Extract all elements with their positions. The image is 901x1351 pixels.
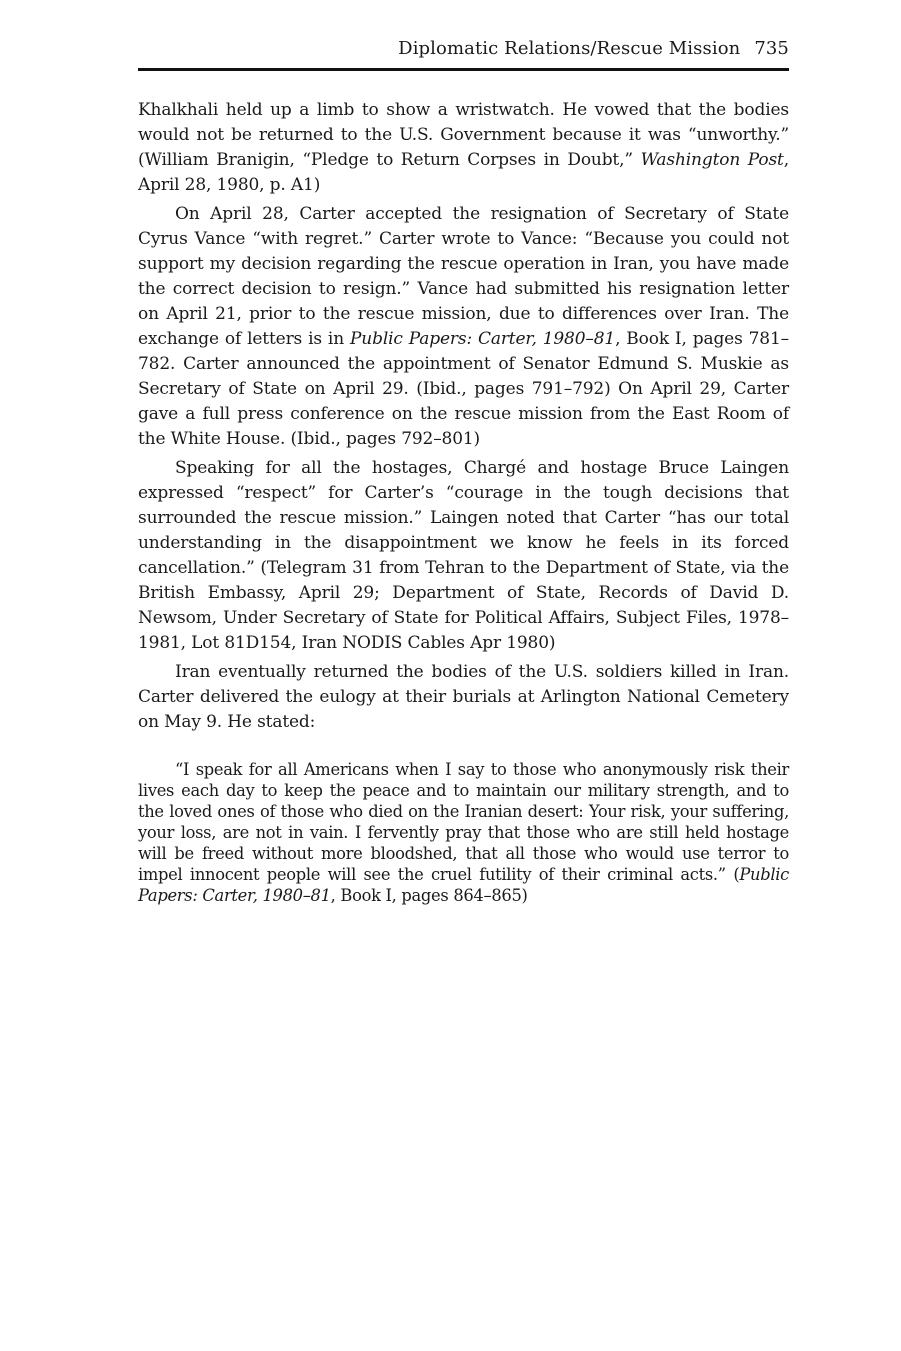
paragraph xyxy=(138,202,789,452)
paragraph-text: , April 28, 1980, p. A1) xyxy=(138,150,789,195)
paragraph-text: On April 28, Carter accepted the resignation of Secretary of State Cyrus Vance “with regret.” Carter wrote to Vance: “Because you could not support my decision regarding the rescue operation in Iran, you have made the correct decision to resign.” Vance had submitted his resignation letter on April 21, prior to the rescue mission, due to differences over Iran. The exchange of letters is in xyxy=(138,204,789,349)
paragraph-continuation xyxy=(138,98,789,198)
header-rule xyxy=(138,68,789,71)
citation-title: Washington Post xyxy=(640,150,784,170)
document-page xyxy=(138,34,789,906)
quote-paragraph xyxy=(138,759,789,906)
paragraph: Speaking for all the hostages, Chargé and hostage Bruce Laingen expressed “respect” for Carter’s “courage in the tough decisions that surrounded the rescue mission.” Laingen noted that Carter “has our total understanding in the disappointment we know he feels in its forced cancellation.” (Telegram 31 from Tehran to the Department of State, via the British Embassy, April 29; Department of State, Records of David D. Newsom, Under Secretary of State for Political Affairs, Subject Files, 1978–1981, Lot 81D154, Iran NODIS Cables Apr 1980) xyxy=(138,458,789,653)
citation-title: Public Papers: Carter, 1980–81 xyxy=(138,865,789,905)
citation-title: Public Papers: Carter, 1980–81 xyxy=(350,329,616,349)
paragraph-text: , Book I, pages 781–782. Carter announced the appointment of Senator Edmund S. Muskie as Secretary of State on April 29. (Ibid., pages 791–792) On April 29, Carter gave a full press conference on the rescue mission from the East Room of the White House. (Ibid., pages 792–801) xyxy=(138,329,789,449)
quote-text: , Book I, pages 864–865) xyxy=(330,886,528,905)
body-text xyxy=(138,98,789,735)
paragraph-text: Khalkhali held up a limb to show a wristwatch. He vowed that the bodies would not be returned to the U.S. Government because it was “unworthy.” (William Branigin, “Pledge to Return Corpses in Doubt,” xyxy=(138,100,789,170)
quote-text: “I speak for all Americans when I say to those who anonymously risk their lives each day to keep the peace and to maintain our military strength, and to the loved ones of those who died on the Iranian desert: Your risk, your suffering, your loss, are not in vain. I fervently pray that those who are still held hostage will be freed without more bloodshed, that all those who would use terror to impel innocent people will see the cruel futility of their criminal acts.” ( xyxy=(138,760,789,884)
running-header xyxy=(138,34,789,64)
page-number: 735 xyxy=(754,38,789,59)
block-quote xyxy=(138,759,789,906)
running-header-title: Diplomatic Relations/Rescue Mission xyxy=(398,38,741,59)
paragraph: Iran eventually returned the bodies of the U.S. soldiers killed in Iran. Carter delivered the eulogy at their burials at Arlington National Cemetery on May 9. He stated: xyxy=(138,662,789,732)
